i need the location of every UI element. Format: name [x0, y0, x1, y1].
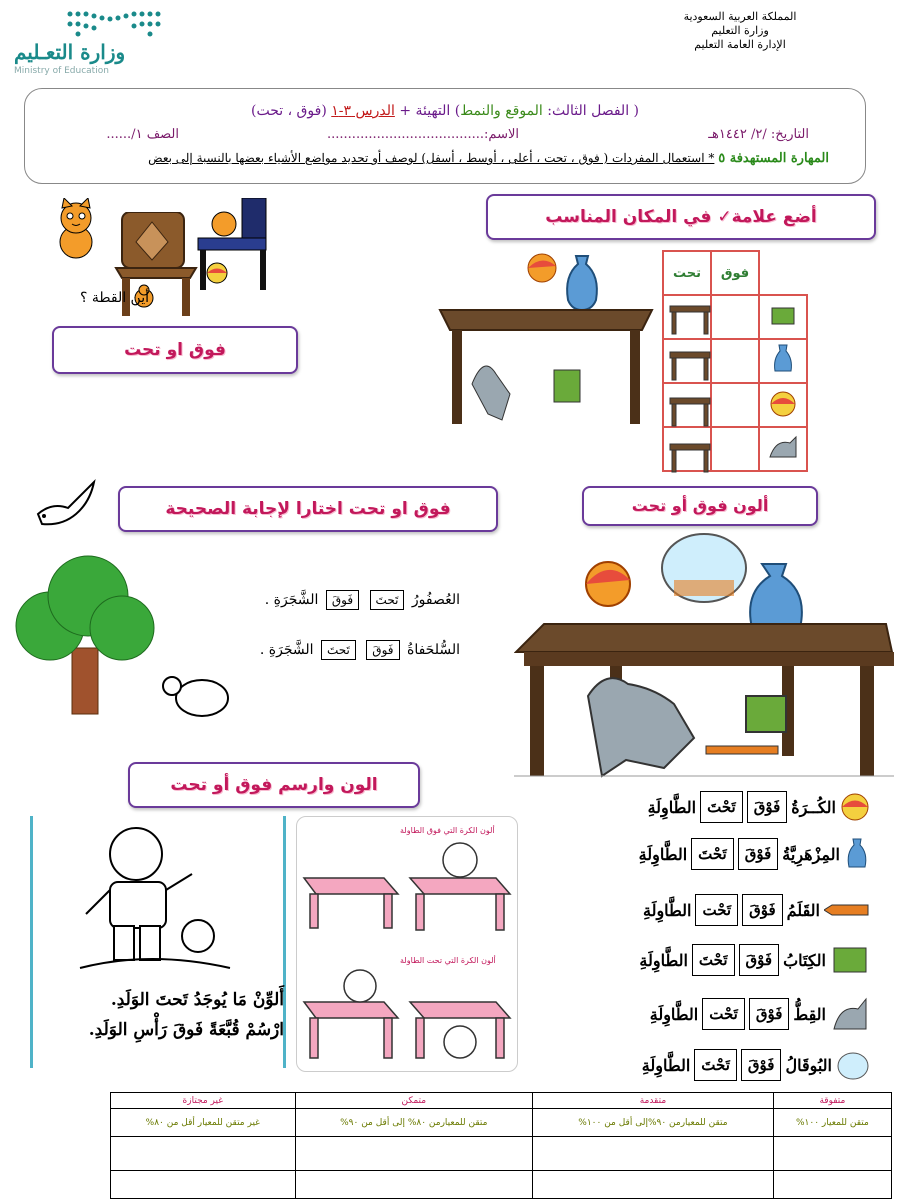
cat-icon [766, 433, 800, 463]
rubric-input-row [111, 1171, 892, 1199]
option-below[interactable]: تَحْت [695, 894, 738, 926]
ball-icon [768, 389, 798, 419]
class-field[interactable]: الصف ١/...... [106, 127, 179, 142]
ministry-logo-icon [62, 6, 172, 40]
banner-color-draw: الون وارسم فوق أو تحت [128, 762, 420, 808]
rubric-desc: متقن للمعيارمن ٩٠%إلى أقل من ١٠٠% [533, 1109, 774, 1137]
rubric-cell[interactable] [111, 1171, 296, 1199]
rubric-cell[interactable] [533, 1171, 774, 1199]
rubric-input-row [111, 1137, 892, 1171]
table-icons-column [662, 296, 720, 480]
lesson-title-line: ( الفصل الثالث: الموقع والنمط) التهيئة + الدرس ٣-١ (فوق ، تحت) [251, 103, 639, 119]
option-above[interactable]: فَوْقَ [741, 1049, 782, 1081]
rubric-cell[interactable] [295, 1171, 533, 1199]
date-field[interactable]: التاريخ: /٢/ ١٤٤٢هـ [708, 127, 809, 142]
cat-icon [830, 995, 870, 1033]
option-below[interactable]: تَحْتَ [692, 944, 735, 976]
option-below[interactable]: تَحْتَ [700, 791, 743, 823]
skill-label: المهارة المستهدفة ٥ [718, 151, 829, 166]
choice-option[interactable]: تَحتَ [370, 590, 405, 610]
name-field[interactable]: الاسم:...................................... [327, 127, 519, 142]
boy-icon [70, 818, 240, 978]
col-below: تحت [663, 251, 711, 295]
rubric-desc-row [111, 1109, 892, 1137]
choice-option[interactable]: فَوقَ [326, 590, 359, 610]
vase-icon [771, 343, 795, 377]
choice-option[interactable]: تَحتَ [321, 640, 356, 660]
vase-icon [844, 837, 870, 871]
rubric-table [110, 1092, 892, 1199]
book-icon [768, 304, 798, 328]
option-below[interactable]: تَحْت [702, 998, 745, 1030]
kingdom-header [670, 10, 810, 52]
cat-icon [50, 198, 102, 262]
option-above[interactable]: فَوْقَ [742, 894, 783, 926]
rubric-header: متفوقة [773, 1093, 891, 1109]
word-row-ball: الكُــرَةُ فَوْقَ تَحْتَ الطَّاوِلَةِ [648, 787, 870, 827]
bird-icon [32, 478, 102, 530]
kingdom-line: الإدارة العامة التعليم [694, 38, 786, 51]
pink-header-1: ألون الكرة التي فوق الطاولة [400, 826, 495, 835]
cat-question: أين القطة ؟ [80, 290, 150, 306]
rubric-header: متمكن [295, 1093, 533, 1109]
unit-name: الموقع والنمط [460, 103, 543, 119]
pencil-icon [824, 903, 870, 917]
choose-sentence-2: السُّلحَفاةُ فَوقَ تَحتَ الشَّجَرَةِ . [259, 642, 460, 658]
ball-icon [840, 792, 870, 822]
word-row-cat: القِطُّ فَوْقَ تَحْت الطَّاوِلَةِ [650, 994, 870, 1034]
option-above[interactable]: فَوْقَ [747, 791, 788, 823]
book-icon [830, 944, 870, 976]
kingdom-line: وزارة التعليم [711, 24, 769, 37]
rubric-desc: متقن للمعيار ١٠٠% [773, 1109, 891, 1137]
table-scene-2 [514, 528, 894, 778]
ministry-name-ar: وزارة التعـليم [14, 40, 126, 64]
check-table-header-row [663, 251, 807, 295]
rubric-desc: متقن للمعيارمن ٨٠% إلى أقل من ٩٠% [295, 1109, 533, 1137]
skill-text: * استعمال المفردات ( فوق ، تحت ، أعلى ، أوسط ، أسفل) لوصف أو تحديد مواضع الأشياء بعضها بالنسبة إلى بعض [148, 151, 715, 165]
option-below[interactable]: تَحْتَ [691, 838, 734, 870]
pink-tables-drawing [300, 842, 516, 1068]
word-row-vase: المِزْهَرِيَّةُ فَوْقَ تَحْتَ الطَّاوِلَةِ [639, 834, 870, 874]
col-above: فوق [711, 251, 759, 295]
option-below[interactable]: تَحْتَ [694, 1049, 737, 1081]
pink-header-2: ألون الكرة التي تحت الطاولة [400, 956, 496, 965]
rubric-header: متقدمة [533, 1093, 774, 1109]
banner-choose: فوق او تحت اختارا لإجابة الصحيحة [118, 486, 498, 532]
banner-above-below: فوق او تحت [52, 326, 298, 374]
option-above[interactable]: فَوْقَ [749, 998, 790, 1030]
lesson-number: الدرس ٣-١ [331, 103, 395, 119]
ministry-name-en: Ministry of Education [14, 66, 109, 76]
word-row-book: الكِتَابُ فَوْقَ تَحْتَ الطَّاوِلَةِ [639, 940, 870, 980]
lesson-info-box [24, 88, 866, 184]
rubric-desc: غير متقن للمعيار أقل من ٨٠% [111, 1109, 296, 1137]
banner-color-above-below: ألون فوق أو تحت [582, 486, 818, 526]
option-above[interactable]: فَوْقَ [739, 944, 780, 976]
table-scene-1 [436, 244, 656, 426]
kingdom-line: المملكة العربية السعودية [683, 10, 797, 23]
word-row-fishbowl: البُوقَالُ فَوْقَ تَحْتَ الطَّاوِلَةِ [642, 1045, 870, 1085]
choice-option[interactable]: فَوقَ [366, 640, 399, 660]
tree-icon [10, 552, 160, 720]
option-above[interactable]: فَوْقَ [738, 838, 779, 870]
rubric-header: غير مجتازة [111, 1093, 296, 1109]
rubric-cell[interactable] [773, 1137, 891, 1171]
rubric-cell[interactable] [295, 1137, 533, 1171]
boy-instructions: أَلوِّنْ مَا يُوجَدُ تَحتَ الوَلَدِ. ارْسُمْ قُبَّعَةً فَوقَ رَأْسِ الوَلَدِ. [88, 990, 284, 1040]
ball-icon [206, 262, 228, 284]
turtle-icon [158, 668, 238, 724]
rubric-cell[interactable] [773, 1171, 891, 1199]
word-row-pencil: القَلَمُ فَوْقَ تَحْت الطَّاوِلَةِ [643, 890, 870, 930]
rubric-cell[interactable] [533, 1137, 774, 1171]
rubric-cell[interactable] [111, 1137, 296, 1171]
fishbowl-icon [836, 1049, 870, 1081]
rubric-header-row [111, 1093, 892, 1109]
choose-sentence-1: العُصفُورُ تَحتَ فَوقَ الشَّجَرَةِ . [264, 592, 460, 608]
banner-checkmark: أضع علامة✓ في المكان المناسب [486, 194, 876, 240]
target-skill-line [148, 151, 829, 166]
